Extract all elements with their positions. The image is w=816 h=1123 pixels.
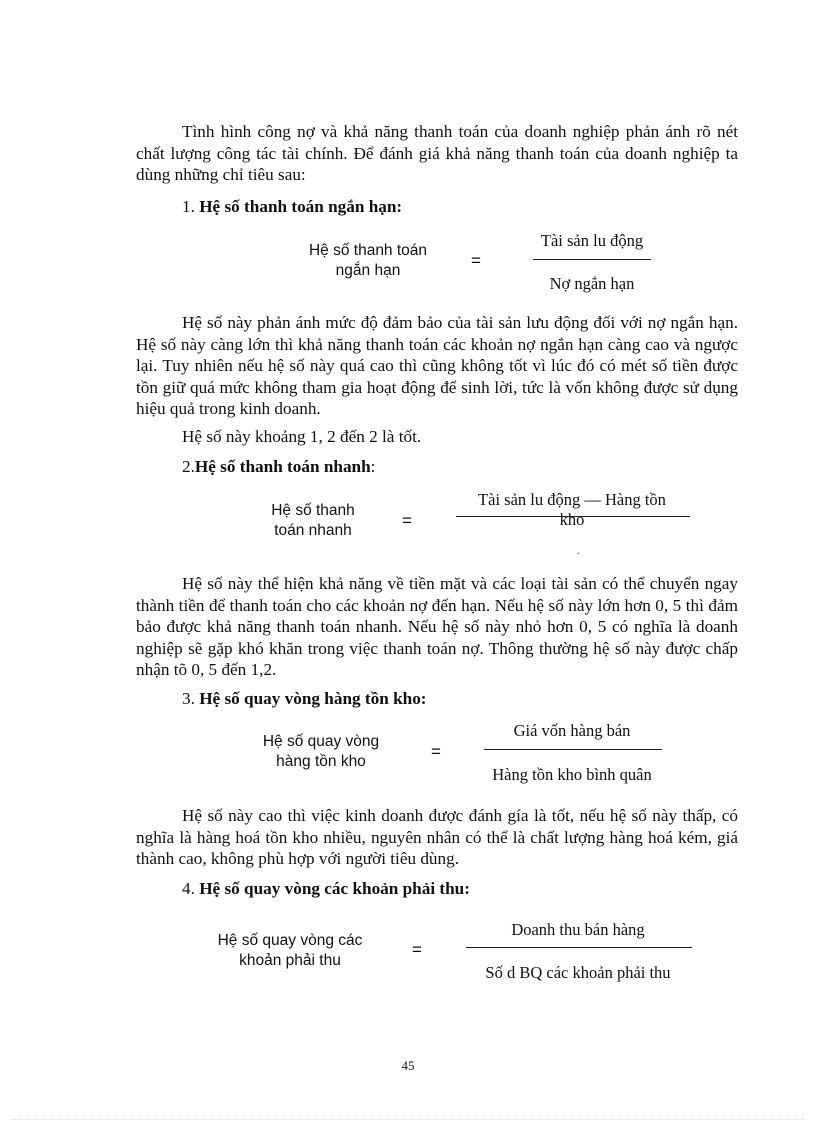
formula-4-lhs-line1: Hệ số quay vòng các <box>217 932 363 949</box>
formula-2-lhs-line1: Hệ số thanh <box>271 502 355 519</box>
section-4-number: 4. <box>182 879 195 898</box>
formula-1-denominator: Nợ ngắn hạn <box>549 274 635 293</box>
formula-2-lhs-line2: toán nhanh <box>274 522 352 539</box>
formula-4-lhs <box>200 931 380 971</box>
formula-1-numerator: Tài sản lu động <box>540 231 644 250</box>
page-number: 45 <box>401 1058 415 1073</box>
formula-1-lhs-line1: Hệ số thanh toán <box>308 242 428 259</box>
formula-1-equals: = <box>471 251 481 270</box>
section-2-title: Hệ số thanh toán nhanh <box>194 457 371 476</box>
section-1-heading <box>182 196 402 218</box>
section-1-number: 1. <box>182 197 195 216</box>
formula-3-numerator: Giá vốn hàng bán <box>513 721 631 740</box>
formula-2-numerator: Tài sản lu động — Hàng tồn <box>478 490 666 509</box>
formula-4-numerator: Doanh thu bán hàng <box>511 920 645 939</box>
section-2-heading <box>182 456 375 478</box>
section-3-number: 3. <box>182 689 195 708</box>
formula-4-lhs-line2: khoản phải thu <box>239 952 341 969</box>
formula-3-equals: = <box>431 742 441 761</box>
page-bottom-border <box>12 1119 804 1120</box>
formula-3-fraction-bar <box>484 749 662 750</box>
formula-3-lhs-line1: Hệ số quay vòng <box>262 733 380 750</box>
formula-1-fraction-bar <box>533 259 651 260</box>
section-1-note: Hệ số này khoảng 1, 2 đến 2 là tốt. <box>182 427 422 446</box>
section-4-title: Hệ số quay vòng các khoản phải thu: <box>199 879 470 898</box>
section-3-heading <box>182 688 427 710</box>
formula-2-lhs <box>256 501 370 541</box>
formula-4-equals: = <box>412 940 422 959</box>
scan-speck: ˇ <box>577 551 580 561</box>
section-1-title: Hệ số thanh toán ngắn hạn: <box>199 197 403 216</box>
section-2-title-suffix: : <box>370 457 376 476</box>
section-3-title: Hệ số quay vòng hàng tồn kho: <box>199 689 427 708</box>
formula-1-lhs-line2: ngắn hạn <box>335 262 401 279</box>
section-1-paragraph: Hệ số này phản ánh mức độ đảm bảo của tài sản lưu động đối với nợ ngắn hạn. Hệ số này càng lớn thì khả năng thanh toán các khoản nợ ngắn hạn càng cao và ngược lại. Tuy nhiên nếu hệ số này quá cao thì cũng không tốt vì lúc đó có mét số tiền được tồn giữ quá mức không tham gia hoạt động để sinh lời, tức là vốn không được sử dụng hiệu quả trong kinh doanh. <box>136 313 738 418</box>
formula-3-denominator: Hàng tồn kho bình quân <box>492 765 652 784</box>
formula-4-fraction-bar <box>466 947 692 948</box>
formula-2-numerator-wrap: kho <box>559 510 585 529</box>
formula-3-lhs <box>256 732 386 772</box>
intro-paragraph: Tình hình công nợ và khả năng thanh toán của doanh nghiệp phản ánh rõ nét chất lượng công tác tài chính. Để đánh giá khả năng thanh toán của doanh nghiệp ta dùng những chỉ tiêu sau: <box>136 122 738 184</box>
section-4-heading <box>182 878 470 900</box>
section-2-number: 2. <box>182 457 195 476</box>
formula-3-lhs-line2: hàng tồn kho <box>276 753 366 770</box>
formula-1-lhs <box>294 241 442 281</box>
section-2-paragraph: Hệ số này thể hiện khả năng về tiền mặt và các loại tài sản có thể chuyển ngay thành tiền để thanh toán cho các khoản nợ đến hạn. Nếu hệ số này lớn hơn 0, 5 thì đảm bảo được khả năng thanh toán nhanh. Nếu hệ số này nhỏ hơn 0, 5 có nghĩa là doanh nghiệp sẽ gặp khó khăn trong việc thanh toán nợ. Thông thường hệ số này được chấp nhận tõ 0, 5 đến 1,2. <box>136 574 738 679</box>
formula-4-denominator: Số d BQ các khoản phải thu <box>485 963 671 982</box>
formula-2-equals: = <box>402 511 412 530</box>
section-3-paragraph: Hệ số này cao thì việc kinh doanh được đánh gía là tốt, nếu hệ số này thấp, có nghĩa là hàng hoá tồn kho nhiều, nguyên nhân có thể là chất lượng hàng hoá kém, giá thành cao, không phù hợp với người tiêu dùng. <box>136 806 738 868</box>
